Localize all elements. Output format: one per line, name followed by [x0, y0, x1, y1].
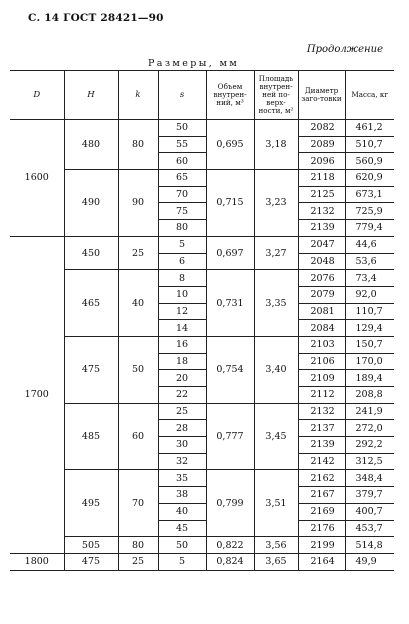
cell-diameter: 2082 — [298, 120, 345, 137]
cell-s: 12 — [158, 303, 206, 320]
cell-k: 80 — [118, 120, 158, 170]
cell-volume: 0,799 — [206, 470, 254, 537]
table-row — [10, 336, 394, 353]
cell-k: 50 — [118, 336, 158, 403]
cell-mass: 560,9 — [345, 153, 394, 170]
cell-diameter: 2167 — [298, 487, 345, 504]
cell-D: 1700 — [10, 236, 64, 553]
cell-k: 90 — [118, 170, 158, 237]
cell-s: 40 — [158, 503, 206, 520]
cell-volume: 0,822 — [206, 537, 254, 554]
cell-D: 1800 — [10, 553, 64, 570]
cell-s: 25 — [158, 403, 206, 420]
cell-s: 80 — [158, 220, 206, 237]
cell-area: 3,27 — [254, 236, 298, 269]
table-row — [10, 470, 394, 487]
cell-H: 495 — [64, 470, 118, 537]
cell-mass: 110,7 — [345, 303, 394, 320]
cell-mass: 312,5 — [345, 453, 394, 470]
col-header-mass: Масса, кг — [345, 71, 394, 120]
cell-diameter: 2047 — [298, 236, 345, 253]
cell-area: 3,35 — [254, 270, 298, 337]
cell-mass: 348,4 — [345, 470, 394, 487]
col-header-diameter: Диаметр заго-товки — [298, 71, 345, 120]
cell-diameter: 2079 — [298, 286, 345, 303]
cell-diameter: 2096 — [298, 153, 345, 170]
page-header: С. 14 ГОСТ 28421—90 — [28, 12, 164, 24]
cell-diameter: 2139 — [298, 437, 345, 454]
cell-diameter: 2106 — [298, 353, 345, 370]
cell-s: 60 — [158, 153, 206, 170]
cell-mass: 73,4 — [345, 270, 394, 287]
cell-H: 490 — [64, 170, 118, 237]
dimensions-table — [10, 70, 394, 571]
cell-volume: 0,695 — [206, 120, 254, 170]
cell-diameter: 2112 — [298, 387, 345, 404]
cell-H: 485 — [64, 403, 118, 470]
cell-H: 480 — [64, 120, 118, 170]
cell-s: 28 — [158, 420, 206, 437]
cell-diameter: 2125 — [298, 186, 345, 203]
col-header-k: k — [118, 71, 158, 120]
cell-s: 38 — [158, 487, 206, 504]
cell-area: 3,23 — [254, 170, 298, 237]
cell-mass: 44,6 — [345, 236, 394, 253]
cell-s: 20 — [158, 370, 206, 387]
cell-area: 3,40 — [254, 336, 298, 403]
cell-k: 40 — [118, 270, 158, 337]
table-row — [10, 120, 394, 137]
cell-diameter: 2089 — [298, 136, 345, 153]
cell-area: 3,45 — [254, 403, 298, 470]
table-row — [10, 236, 394, 253]
cell-mass: 170,0 — [345, 353, 394, 370]
cell-diameter: 2109 — [298, 370, 345, 387]
cell-H: 505 — [64, 537, 118, 554]
cell-area: 3,51 — [254, 470, 298, 537]
cell-mass: 400,7 — [345, 503, 394, 520]
cell-s: 5 — [158, 553, 206, 570]
header-row — [10, 71, 394, 120]
cell-mass: 292,2 — [345, 437, 394, 454]
cell-diameter: 2084 — [298, 320, 345, 337]
cell-s: 16 — [158, 336, 206, 353]
sizes-label: Размеры, мм — [148, 58, 240, 69]
cell-H: 475 — [64, 553, 118, 570]
cell-mass: 189,4 — [345, 370, 394, 387]
cell-mass: 129,4 — [345, 320, 394, 337]
cell-volume: 0,715 — [206, 170, 254, 237]
col-header-volume: Объем внутрен-ний, м³ — [206, 71, 254, 120]
cell-s: 50 — [158, 537, 206, 554]
cell-k: 60 — [118, 403, 158, 470]
cell-s: 65 — [158, 170, 206, 187]
cell-H: 475 — [64, 336, 118, 403]
cell-mass: 272,0 — [345, 420, 394, 437]
cell-area: 3,56 — [254, 537, 298, 554]
cell-k: 25 — [118, 236, 158, 269]
cell-mass: 92,0 — [345, 286, 394, 303]
cell-mass: 461,2 — [345, 120, 394, 137]
cell-volume: 0,754 — [206, 336, 254, 403]
cell-diameter: 2169 — [298, 503, 345, 520]
cell-s: 18 — [158, 353, 206, 370]
cell-s: 8 — [158, 270, 206, 287]
cell-s: 5 — [158, 236, 206, 253]
cell-s: 22 — [158, 387, 206, 404]
cell-mass: 514,8 — [345, 537, 394, 554]
table-row — [10, 403, 394, 420]
cell-diameter: 2142 — [298, 453, 345, 470]
cell-diameter: 2103 — [298, 336, 345, 353]
cell-s: 14 — [158, 320, 206, 337]
cell-diameter: 2132 — [298, 203, 345, 220]
table-row — [10, 170, 394, 187]
col-header-s: s — [158, 71, 206, 120]
table-row — [10, 270, 394, 287]
continuation-label: Продолжение — [306, 44, 383, 55]
cell-s: 30 — [158, 437, 206, 454]
cell-mass: 49,9 — [345, 553, 394, 570]
cell-mass: 379,7 — [345, 487, 394, 504]
cell-mass: 510,7 — [345, 136, 394, 153]
col-header-area: Площадь внутрен-ней по-верх-ности, м² — [254, 71, 298, 120]
cell-H: 450 — [64, 236, 118, 269]
cell-mass: 208,8 — [345, 387, 394, 404]
cell-diameter: 2132 — [298, 403, 345, 420]
cell-diameter: 2176 — [298, 520, 345, 537]
cell-mass: 779,4 — [345, 220, 394, 237]
cell-s: 35 — [158, 470, 206, 487]
cell-volume: 0,824 — [206, 553, 254, 570]
cell-mass: 620,9 — [345, 170, 394, 187]
cell-mass: 150,7 — [345, 336, 394, 353]
cell-diameter: 2048 — [298, 253, 345, 270]
cell-H: 465 — [64, 270, 118, 337]
cell-s: 75 — [158, 203, 206, 220]
cell-mass: 725,9 — [345, 203, 394, 220]
cell-mass: 673,1 — [345, 186, 394, 203]
cell-s: 45 — [158, 520, 206, 537]
col-header-D: D — [10, 71, 64, 120]
cell-diameter: 2076 — [298, 270, 345, 287]
cell-mass: 453,7 — [345, 520, 394, 537]
cell-area: 3,65 — [254, 553, 298, 570]
cell-s: 32 — [158, 453, 206, 470]
cell-s: 10 — [158, 286, 206, 303]
cell-s: 50 — [158, 120, 206, 137]
table-row — [10, 537, 394, 554]
cell-diameter: 2199 — [298, 537, 345, 554]
cell-diameter: 2081 — [298, 303, 345, 320]
cell-s: 70 — [158, 186, 206, 203]
cell-mass: 53,6 — [345, 253, 394, 270]
col-header-H: H — [64, 71, 118, 120]
cell-mass: 241,9 — [345, 403, 394, 420]
table-row — [10, 553, 394, 570]
cell-k: 80 — [118, 537, 158, 554]
cell-s: 6 — [158, 253, 206, 270]
cell-volume: 0,697 — [206, 236, 254, 269]
cell-area: 3,18 — [254, 120, 298, 170]
cell-diameter: 2118 — [298, 170, 345, 187]
cell-k: 70 — [118, 470, 158, 537]
cell-volume: 0,731 — [206, 270, 254, 337]
cell-diameter: 2139 — [298, 220, 345, 237]
cell-volume: 0,777 — [206, 403, 254, 470]
cell-k: 25 — [118, 553, 158, 570]
cell-diameter: 2164 — [298, 553, 345, 570]
cell-D: 1600 — [24, 172, 49, 184]
cell-s: 55 — [158, 136, 206, 153]
cell-diameter: 2162 — [298, 470, 345, 487]
cell-diameter: 2137 — [298, 420, 345, 437]
